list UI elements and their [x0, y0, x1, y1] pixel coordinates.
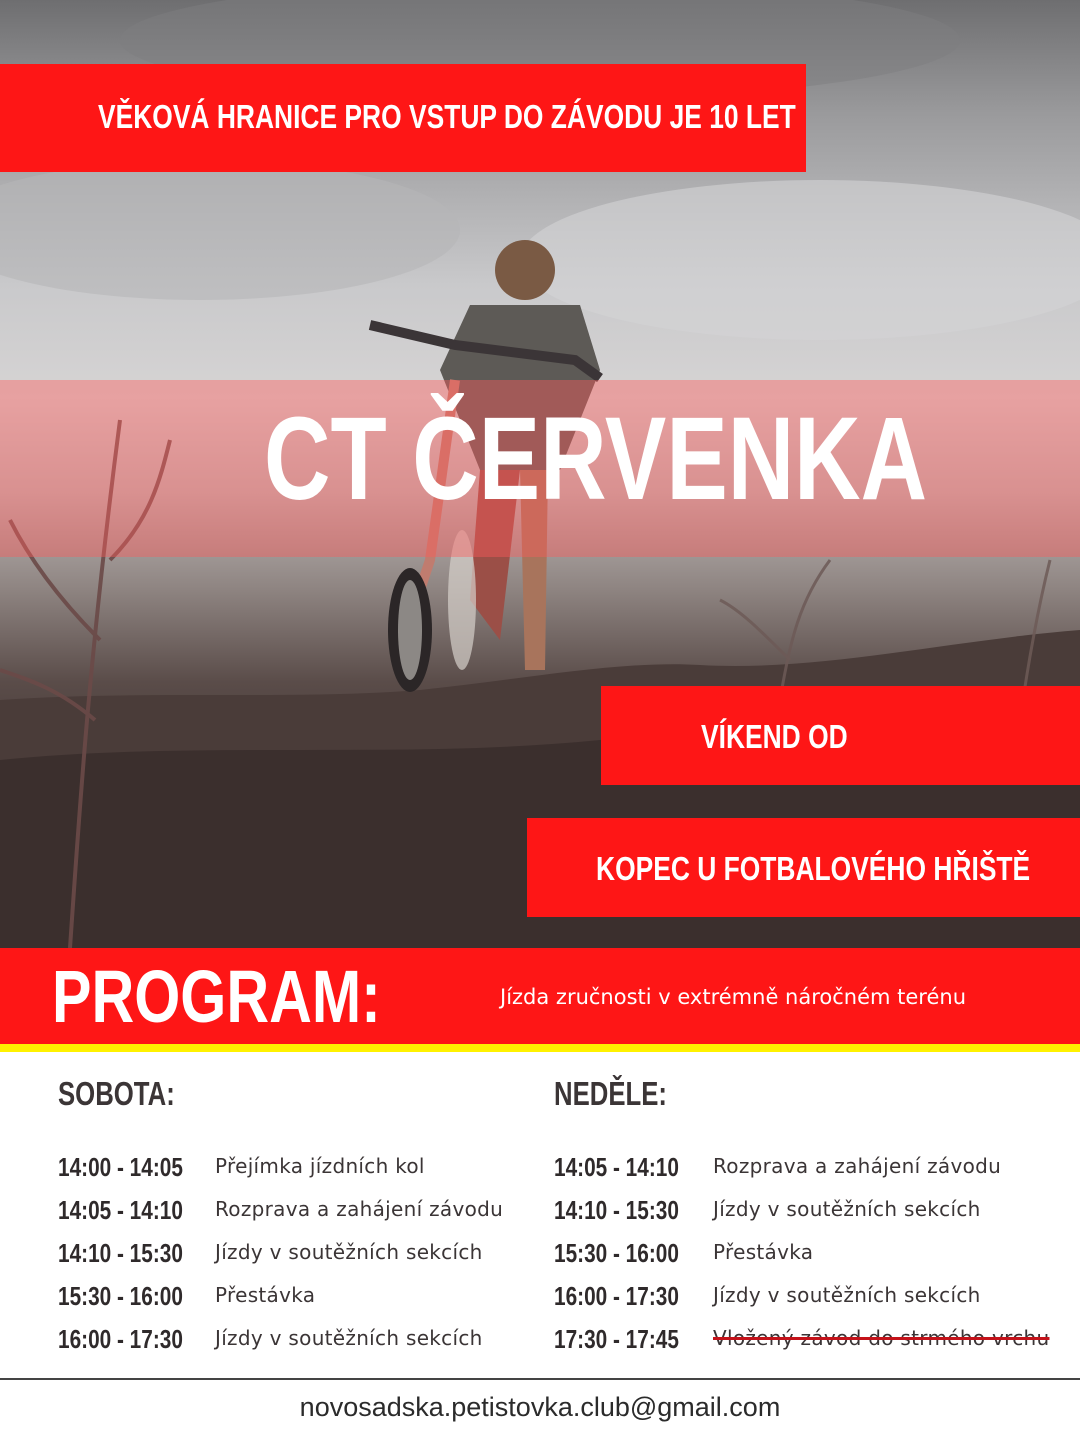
- row-time: 17:30 - 17:45: [554, 1324, 679, 1354]
- row-time: 14:00 - 14:05: [58, 1152, 183, 1182]
- program-bar: [0, 948, 1080, 1044]
- event-title: CT ČERVENKA: [264, 393, 928, 525]
- saturday-heading: SOBOTA:: [58, 1075, 175, 1112]
- schedule-row: [554, 1195, 1054, 1235]
- schedule-row: [554, 1152, 1054, 1192]
- weekend-text: VÍKEND OD: [701, 718, 848, 755]
- row-desc: Jízdy v soutěžních sekcích: [215, 1326, 483, 1350]
- row-desc: Jízdy v soutěžních sekcích: [215, 1240, 483, 1264]
- schedule-row: [58, 1195, 518, 1235]
- row-desc: Přestávka: [215, 1283, 316, 1307]
- contact-email[interactable]: novosadska.petistovka.club@gmail.com: [299, 1392, 781, 1422]
- program-heading: PROGRAM:: [52, 955, 381, 1038]
- row-desc: Rozprava a zahájení závodu: [215, 1197, 504, 1221]
- row-time: 14:10 - 15:30: [554, 1195, 679, 1225]
- row-desc-struck: Vložený závod do strmého vrchu: [713, 1326, 1050, 1350]
- age-notice-text: VĚKOVÁ HRANICE PRO VSTUP DO ZÁVODU JE 10 LET: [98, 98, 796, 135]
- schedule-row: [554, 1281, 1054, 1321]
- row-time: 15:30 - 16:00: [58, 1281, 183, 1311]
- row-desc: Jízdy v soutěžních sekcích: [713, 1197, 981, 1221]
- row-desc: Přestávka: [713, 1240, 814, 1264]
- row-desc: Přejímka jízdních kol: [215, 1154, 425, 1178]
- title-band: [0, 380, 1080, 557]
- program-subtitle: Jízda zručnosti v extrémně náročném terénu: [500, 985, 967, 1009]
- row-time: 16:00 - 17:30: [554, 1281, 679, 1311]
- row-time: 16:00 - 17:30: [58, 1324, 183, 1354]
- row-time: 14:10 - 15:30: [58, 1238, 183, 1268]
- yellow-divider: [0, 1044, 1080, 1052]
- row-time: 14:05 - 14:10: [58, 1195, 183, 1225]
- schedule-row: [58, 1152, 518, 1192]
- age-notice-banner: [0, 64, 806, 172]
- location-banner: [527, 818, 1080, 917]
- schedule-row: [554, 1238, 1054, 1278]
- row-desc: Rozprava a zahájení závodu: [713, 1154, 1002, 1178]
- row-time: 14:05 - 14:10: [554, 1152, 679, 1182]
- schedule-row: [58, 1238, 518, 1278]
- schedule-row: [554, 1324, 1054, 1364]
- weekend-banner: [601, 686, 1080, 785]
- footer-divider: [0, 1378, 1080, 1380]
- row-time: 15:30 - 16:00: [554, 1238, 679, 1268]
- row-desc: Jízdy v soutěžních sekcích: [713, 1283, 981, 1307]
- schedule-row: [58, 1324, 518, 1364]
- location-text: KOPEC U FOTBALOVÉHO HŘIŠTĚ: [596, 850, 1031, 887]
- schedule-row: [58, 1281, 518, 1321]
- sunday-heading: NEDĚLE:: [554, 1075, 667, 1112]
